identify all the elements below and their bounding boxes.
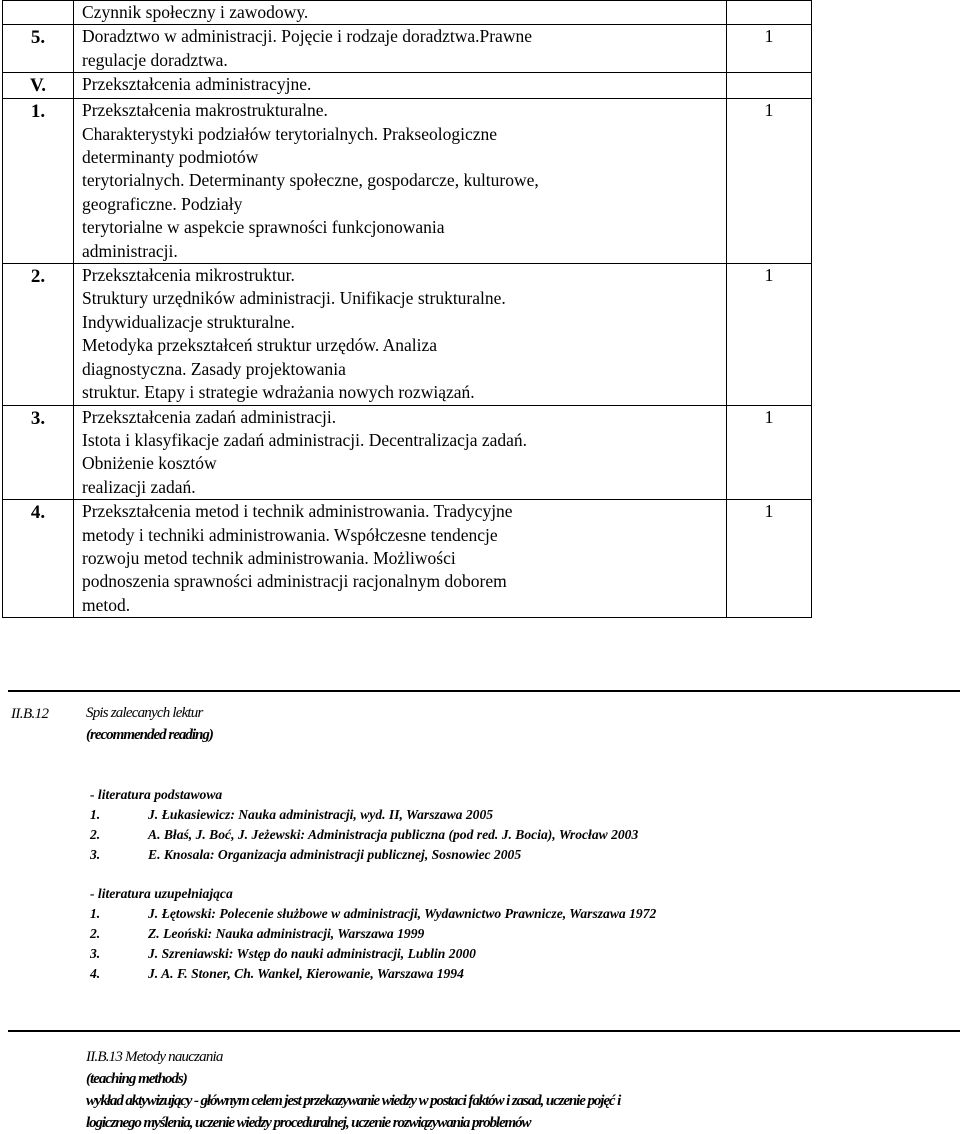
literature-item	[90, 825, 638, 845]
syllabus-row	[3, 264, 812, 405]
syllabus-row	[3, 99, 812, 264]
topic-line: Metodyka przekształceń struktur urzędów. Analiza	[82, 335, 438, 356]
literature-item	[90, 924, 656, 944]
topic-line: rozwoju metod technik administrowania. Możliwości	[82, 547, 456, 568]
literature-item	[90, 944, 656, 964]
topic-line: diagnostyczna. Zasady projektowania	[82, 358, 346, 379]
methods-title-en: (teaching methods)	[86, 1071, 187, 1087]
row-topic	[74, 99, 727, 264]
topic-line: podnoszenia sprawności administracji racjonalnym doborem	[82, 571, 507, 592]
readings-section-title	[86, 702, 213, 746]
literature-item	[90, 845, 638, 865]
supplementary-literature	[90, 884, 656, 984]
readings-top-rule	[8, 690, 960, 692]
topic-line: Istota i klasyfikacje zadań administracji. Decentralizacja zadań.	[82, 429, 528, 450]
literature-item	[90, 904, 656, 924]
row-topic	[74, 500, 727, 618]
topic-line: regulacje doradztwa.	[82, 49, 228, 70]
topic-line: Przekształcenia metod i technik administrowania. Tradycyjne	[82, 501, 513, 522]
literature-item-number: 2.	[90, 827, 101, 842]
literature-item-text: J. Szreniawski: Wstęp do nauki administracji, Lublin 2000	[148, 946, 476, 961]
row-hours: 1	[727, 500, 812, 618]
topic-line: terytorialnych. Determinanty społeczne, gospodarcze, kulturowe,	[82, 170, 539, 191]
literature-item-text: E. Knosala: Organizacja administracji publicznej, Sosnowiec 2005	[148, 847, 522, 862]
topic-line: determinanty podmiotów	[82, 147, 259, 168]
topic-line: Przekształcenia zadań administracji.	[82, 406, 337, 427]
row-number: 2.	[3, 264, 74, 405]
literature-item-number: 1.	[90, 906, 101, 921]
basic-literature	[90, 785, 638, 865]
row-number: 1.	[3, 99, 74, 264]
row-number: 4.	[3, 500, 74, 618]
literature-item-number: 1.	[90, 807, 101, 822]
syllabus-row	[3, 73, 812, 99]
readings-title: Spis zalecanych lektur	[86, 705, 203, 721]
literature-item-number: 3.	[90, 946, 101, 961]
teaching-methods	[86, 1046, 620, 1134]
row-hours: 1	[727, 25, 812, 73]
syllabus-body	[3, 1, 812, 618]
syllabus-row	[3, 25, 812, 73]
topic-line: geograficzne. Podziały	[82, 193, 243, 214]
syllabus-row	[3, 500, 812, 618]
topic-line: struktur. Etapy i strategie wdrażania nowych rozwiązań.	[82, 382, 475, 403]
literature-item	[90, 805, 638, 825]
topic-line: administracji.	[82, 240, 178, 261]
topic-line: Obniżenie kosztów	[82, 453, 217, 474]
methods-body-line: logicznego myślenia, uczenie wiedzy proceduralnej, uczenie rozwiązywania problemów	[86, 1115, 531, 1131]
readings-title-en: (recommended reading)	[86, 727, 213, 743]
row-number	[3, 1, 74, 25]
literature-item-text: J. Łętowski: Polecenie służbowe w administracji, Wydawnictwo Prawnicze, Warszawa 1972	[148, 906, 657, 921]
literature-item-number: 2.	[90, 926, 101, 941]
literature-item-text: J. Łukasiewicz: Nauka administracji, wyd. II, Warszawa 2005	[148, 807, 494, 822]
row-topic	[74, 73, 727, 99]
literature-item-text: Z. Leoński: Nauka administracji, Warszawa 1999	[148, 926, 425, 941]
row-hours	[727, 73, 812, 99]
literature-item-number: 3.	[90, 847, 101, 862]
supplementary-literature-heading: - literatura uzupełniająca	[90, 886, 233, 901]
syllabus-row	[3, 1, 812, 25]
methods-body-line: wykład aktywizujący - głównym celem jest przekazywanie wiedzy w postaci faktów i zasad, uczenie pojęć i	[86, 1093, 621, 1109]
row-number: 3.	[3, 405, 74, 500]
row-topic	[74, 25, 727, 73]
topic-line: realizacji zadań.	[82, 476, 196, 497]
topic-line: metody i techniki administrowania. Współczesne tendencje	[82, 524, 498, 545]
topic-line: Przekształcenia administracyjne.	[82, 74, 312, 95]
methods-top-rule	[8, 1030, 960, 1032]
topic-line: Doradztwo w administracji. Pojęcie i rodzaje doradztwa.Prawne	[82, 26, 532, 47]
syllabus-row	[3, 405, 812, 500]
methods-body	[86, 1090, 620, 1134]
syllabus-table	[2, 0, 812, 618]
topic-line: Indywidualizacje strukturalne.	[82, 311, 295, 332]
topic-line: Przekształcenia mikrostruktur.	[82, 265, 295, 286]
literature-item-text: A. Błaś, J. Boć, J. Jeżewski: Administracja publiczna (pod red. J. Bocia), Wrocław 2003	[148, 827, 639, 842]
methods-title: II.B.13 Metody nauczania	[86, 1049, 223, 1065]
literature-item	[90, 964, 656, 984]
row-hours	[727, 1, 812, 25]
row-number: 5.	[3, 25, 74, 73]
topic-line: Struktury urzędników administracji. Unifikacje strukturalne.	[82, 288, 506, 309]
literature-item-number: 4.	[90, 966, 101, 981]
row-hours: 1	[727, 99, 812, 264]
topic-line: terytorialne w aspekcie sprawności funkcjonowania	[82, 217, 445, 238]
row-hours: 1	[727, 405, 812, 500]
literature-item-text: J. A. F. Stoner, Ch. Wankel, Kierowanie, Warszawa 1994	[148, 966, 464, 981]
readings-section-code: II.B.12	[11, 706, 49, 722]
basic-literature-heading: - literatura podstawowa	[90, 787, 223, 802]
basic-literature-list	[90, 805, 638, 865]
row-topic	[74, 1, 727, 25]
supplementary-literature-list	[90, 904, 656, 984]
topic-line: metod.	[82, 594, 131, 615]
topic-line: Przekształcenia makrostrukturalne.	[82, 100, 328, 121]
row-number: V.	[3, 73, 74, 99]
topic-line: Charakterystyki podziałów terytorialnych. Prakseologiczne	[82, 123, 498, 144]
topic-line: Czynnik społeczny i zawodowy.	[82, 2, 309, 22]
row-topic	[74, 264, 727, 405]
row-topic	[74, 405, 727, 500]
row-hours: 1	[727, 264, 812, 405]
